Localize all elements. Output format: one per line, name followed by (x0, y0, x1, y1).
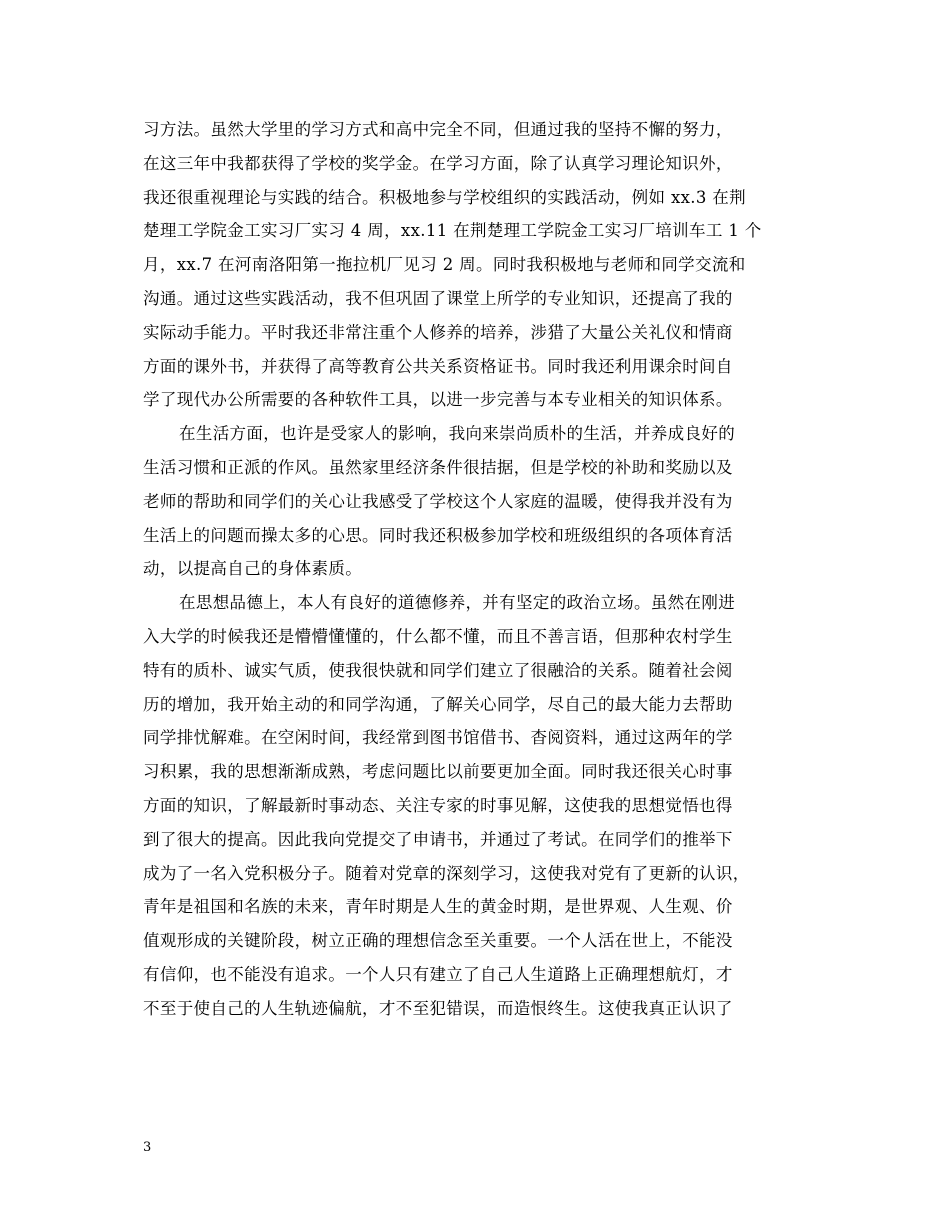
text-line: 历的增加，我开始主动的和同学沟通，了解关心同学，尽自己的最大能力去帮助 (143, 694, 733, 714)
paragraph-first-line: 在思想品德上，本人有良好的道德修养，并有坚定的政治立场。虽然在刚进 (179, 593, 736, 613)
paragraph-first-line: 在生活方面，也许是受家人的影响，我向来崇尚质朴的生活，并养成良好的 (179, 424, 736, 444)
text-line: 生活习惯和正派的作风。虽然家里经济条件很拮据，但是学校的补助和奖励以及 (143, 457, 733, 477)
text-line: 同学排忧解难。在空闲时间，我经常到图书馆借书、杳阅资料，通过这两年的学 (143, 728, 733, 748)
text-line: 我还很重视理论与实践的结合。积极地参与学校组织的实践活动，例如 xx.3 在荆 (143, 187, 746, 207)
document-body (143, 113, 843, 1026)
text-line: 月，xx.7 在河南洛阳第一拖拉机厂见习 2 周。同时我积极地与老师和同学交流和 (143, 255, 746, 275)
text-line: 动，以提高自己的身体素质。 (143, 559, 363, 579)
text-line: 习方法。虽然大学里的学习方式和高中完全不同，但通过我的坚持不懈的努力， (143, 120, 733, 139)
text-line: 实际动手能力。平时我还非常注重个人修养的培养，涉猎了大量公关礼仪和情商 (143, 322, 733, 342)
text-line: 方面的课外书，并获得了高等教育公共关系资格证书。同时我还利用课余时间自 (143, 356, 733, 376)
text-line: 生活上的问题而操太多的心思。同时我还积极参加学校和班级组织的各项体育活 (143, 525, 733, 545)
text-line: 习积累，我的思想渐渐成熟，考虑问题比以前要更加全面。同时我还很关心时事 (143, 762, 733, 782)
text-line: 值观形成的关键阶段，树立正确的理想信念至关重要。一个人活在世上，不能没 (143, 931, 733, 951)
text-line: 入大学的时候我还是懵懵懂懂的，什么都不懂，而且不善言语，但那种农村学生 (143, 626, 733, 646)
text-line: 在这三年中我都获得了学校的奖学金。在学习方面，除了认真学习理论知识外， (143, 153, 733, 173)
text-line: 学了现代办公所需要的各种软件工具，以进一步完善与本专业相关的知识体系。 (143, 390, 733, 410)
text-line: 老师的帮助和同学们的关心让我感受了学校这个人家庭的温暖，使得我并没有为 (143, 491, 733, 511)
text-line: 成为了一名入党积极分子。随着对党章的深刻学习，这使我对党有了更新的认识， (143, 863, 750, 883)
text-line: 沟通。通过这些实践活动，我不但巩固了课堂上所学的专业知识，还提高了我的 (143, 288, 733, 308)
text-line: 不至于使自己的人生轨迹偏航，才不至犯错误，而造恨终生。这使我真正认识了 (143, 998, 733, 1018)
text-line: 特有的质朴、诚实气质，使我很快就和同学们建立了很融洽的关系。随着社会阅 (143, 660, 733, 680)
page-number: 3 (143, 1140, 152, 1155)
text-line: 方面的知识，了解最新时事动态、关注专家的时事见解，这使我的思想觉悟也得 (143, 795, 733, 815)
text-line: 到了很大的提高。因此我向党提交了申请书，并通过了考试。在同学们的推举下 (143, 829, 733, 849)
text-line: 青年是祖国和名族的未来，青年时期是人生的黄金时期，是世界观、人生观、价 (143, 897, 733, 917)
text-line: 楚理工学院金工实习厂实习 4 周，xx.11 在荆楚理工学院金工实习厂培训车工 1 个 (143, 221, 762, 241)
text-line: 有信仰，也不能没有追求。一个人只有建立了自己人生道路上正确理想航灯，才 (143, 964, 733, 984)
